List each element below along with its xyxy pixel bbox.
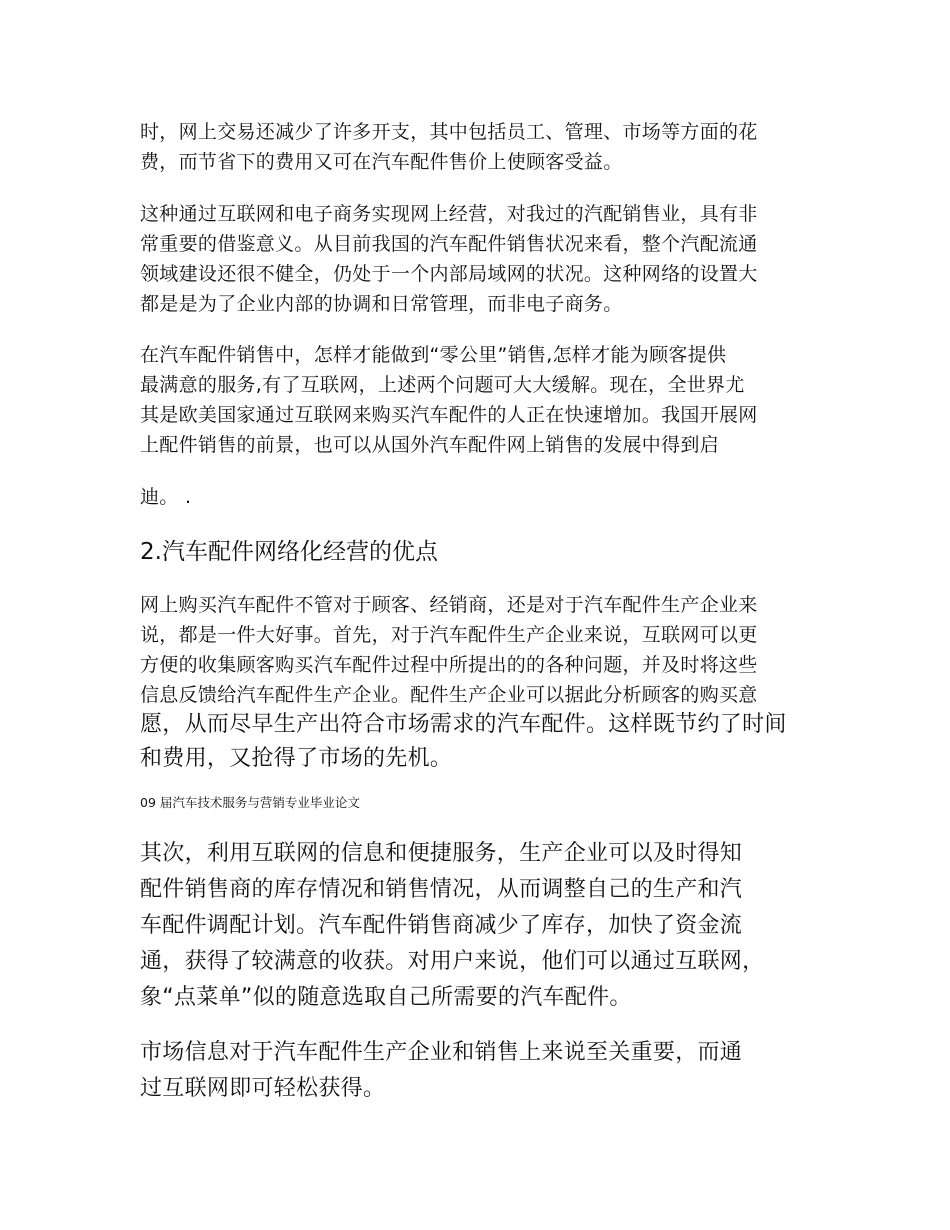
page-footer: 09 届汽车技术服务与营销专业毕业论文: [140, 795, 360, 810]
paragraph-5-line-6: 和费用，又抢得了市场的先机。: [140, 746, 453, 771]
paragraph-1-line-2: 费，而节省下的费用又可在汽车配件售价上使顾客受益。: [140, 151, 623, 173]
paragraph-3-line-2: 最满意的服务,有了互联网，上述两个问题可大大缓解。现在，全世界尤: [140, 374, 745, 396]
paragraph-3-line-3: 其是欧美国家通过互联网来购买汽车配件的人正在快速增加。我国开展网: [140, 404, 758, 426]
paragraph-5-line-4: 信息反馈给汽车配件生产企业。配件生产企业可以据此分析顾客的购买意: [140, 684, 758, 706]
section-heading: 2.汽车配件网络化经营的优点: [140, 539, 438, 565]
paragraph-5-line-2: 说，都是一件大好事。首先，对于汽车配件生产企业来说，互联网可以更: [140, 624, 758, 646]
paragraph-5-line-1: 网上购买汽车配件不管对于顾客、经销商，还是对于汽车配件生产企业来: [140, 594, 758, 616]
paragraph-6-line-2: 配件销售商的库存情况和销售情况，从而调整自己的生产和汽: [140, 877, 743, 902]
paragraph-7-line-2: 过互联网即可轻松获得。: [140, 1076, 386, 1101]
paragraph-6-line-1: 其次，利用互联网的信息和便捷服务，生产企业可以及时得知: [140, 841, 743, 866]
paragraph-2-line-2: 常重要的借鉴意义。从目前我国的汽车配件销售状况来看，整个汽配流通: [140, 233, 758, 255]
paragraph-2-line-1: 这种通过互联网和电子商务实现网上经营，对我过的汽配销售业，具有非: [140, 203, 758, 225]
paragraph-3-line-4: 上配件销售的前景，也可以从国外汽车配件网上销售的发展中得到启: [140, 434, 720, 456]
paragraph-2-line-3: 领域建设还很不健全，仍处于一个内部局域网的状况。这种网络的设置大: [140, 263, 758, 285]
paragraph-6-line-4: 通，获得了较满意的收获。对用户来说，他们可以通过互联网，: [140, 949, 765, 974]
paragraph-2-line-4: 都是是为了企业内部的协调和日常管理，而非电子商务。: [140, 293, 623, 315]
paragraph-5-line-5: 愿，从而尽早生产出符合市场需求的汽车配件。这样既节约了时间: [140, 712, 787, 737]
paragraph-6-line-5: 象“点菜单”似的随意选取自己所需要的汽车配件。: [140, 985, 632, 1010]
paragraph-5-line-3: 方便的收集顾客购买汽车配件过程中所提出的的各种问题，并及时将这些: [140, 654, 758, 676]
paragraph-1-line-1: 时，网上交易还减少了许多开支，其中包括员工、管理、市场等方面的花: [140, 121, 758, 143]
paragraph-4-line-1: 迪。 .: [140, 486, 192, 508]
paragraph-7-line-1: 市场信息对于汽车配件生产企业和销售上来说至关重要，而通: [140, 1040, 743, 1065]
paragraph-3-line-1: 在汽车配件销售中，怎样才能做到“零公里”销售,怎样才能为顾客提供: [140, 344, 727, 366]
paragraph-6-line-3: 车配件调配计划。汽车配件销售商减少了库存，加快了资金流: [140, 913, 743, 938]
